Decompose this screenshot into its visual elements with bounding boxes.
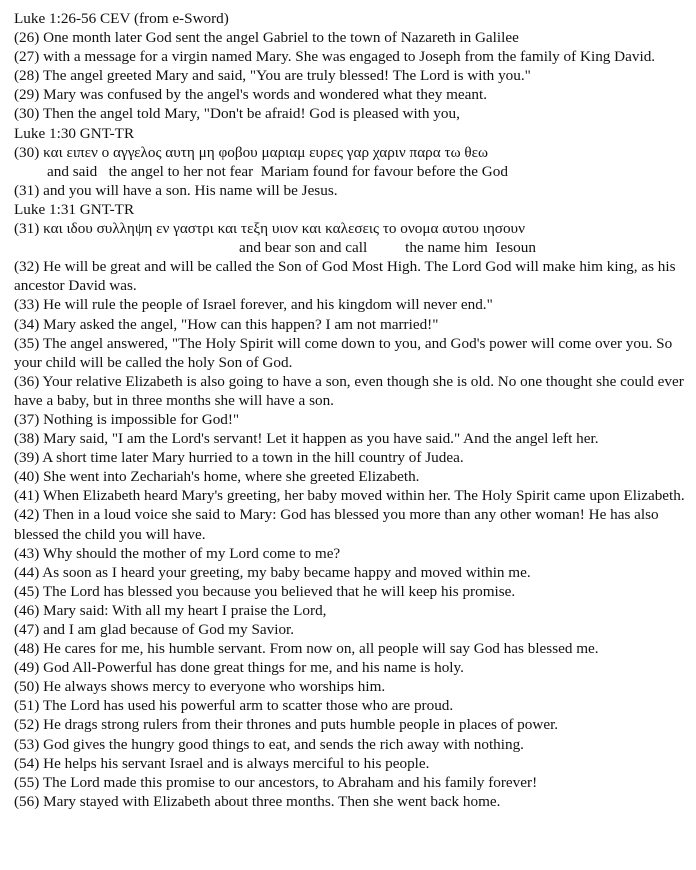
verse-30: (30) Then the angel told Mary, "Don't be afraid! God is pleased with you, [14,105,460,123]
verse-29: (29) Mary was confused by the angel's words and wondered what they meant. [14,86,487,104]
verse-56: (56) Mary stayed with Elizabeth about three months. Then she went back home. [14,792,501,810]
verse-40: (40) She went into Zechariah's home, where she greeted Elizabeth. [14,468,420,486]
verse-41: (41) When Elizabeth heard Mary's greeting, her baby moved within her. The Holy Spirit came upon Elizabeth. [14,487,685,505]
verse-31: (31) and you will have a son. His name will be Jesus. [14,181,338,199]
verse-45: (45) The Lord has blessed you because you believed that he will keep his promise. [14,582,516,600]
interlinear-gloss-31: and bear son and call the name him Iesoun [239,239,536,257]
verse-50: (50) He always shows mercy to everyone who worships him. [14,678,386,696]
verse-51: (51) The Lord has used his powerful arm to scatter those who are proud. [14,697,454,715]
greek-reference-heading: Luke 1:31 GNT-TR [14,200,135,218]
verse-39: (39) A short time later Mary hurried to a town in the hill country of Judea. [14,449,464,467]
verse-52: (52) He drags strong rulers from their thrones and puts humble people in places of power. [14,716,559,734]
verse-26: (26) One month later God sent the angel Gabriel to the town of Nazareth in Galilee [14,29,519,47]
verse-36: (36) Your relative Elizabeth is also going to have a son, even though she is old. No one thought she could ever have a baby, but in three months she will have a son. [14,372,684,409]
verse-42: (42) Then in a loud voice she said to Mary: God has blessed you more than any other woman! He has also blessed the child you will have. [14,506,659,543]
verse-49: (49) God All-Powerful has done great things for me, and his name is holy. [14,659,464,677]
verse-46: (46) Mary said: With all my heart I praise the Lord, [14,601,327,619]
document-body [14,9,686,811]
verse-35: (35) The angel answered, "The Holy Spirit will come down to you, and God's power will come over you. So your child will be called the holy Son of God. [14,334,673,371]
verse-37: (37) Nothing is impossible for God!" [14,410,240,428]
verse-44: (44) As soon as I heard your greeting, my baby became happy and moved within me. [14,563,531,581]
verse-47: (47) and I am glad because of God my Savior. [14,621,295,638]
greek-reference-heading: Luke 1:30 GNT-TR [14,124,135,142]
verse-28: (28) The angel greeted Mary and said, "You are truly blessed! The Lord is with you." [14,67,531,85]
verse-54: (54) He helps his servant Israel and is always merciful to his people. [14,754,430,772]
verse-34: (34) Mary asked the angel, "How can this happen? I am not married!" [14,315,439,333]
verse-53: (53) God gives the hungry good things to eat, and sends the rich away with nothing. [14,735,524,753]
passage-heading: Luke 1:26-56 CEV (from e-Sword) [14,10,229,27]
verse-38: (38) Mary said, "I am the Lord's servant! Let it happen as you have said." And the angel left her. [14,430,599,448]
verse-55: (55) The Lord made this promise to our ancestors, to Abraham and his family forever! [14,773,538,791]
interlinear-gloss-30: and said the angel to her not fear Mariam found for favour before the God [47,162,508,180]
verse-43: (43) Why should the mother of my Lord come to me? [14,544,341,562]
verse-48: (48) He cares for me, his humble servant. From now on, all people will say God has blessed me. [14,640,599,658]
verse-33: (33) He will rule the people of Israel forever, and his kingdom will never end." [14,296,493,314]
verse-32: (32) He will be great and will be called the Son of God Most High. The Lord God will make him king, as his ancestor David was. [14,258,676,295]
verse-27: (27) with a message for a virgin named Mary. She was engaged to Joseph from the family of King David. [14,48,656,66]
greek-verse-30: (30) και ειπεν ο αγγελος αυτη μη φοβου μαριαμ ευρες γαρ χαριν παρα τω θεω [14,143,489,161]
greek-verse-31: (31) και ιδου συλληψη εν γαστρι και τεξη υιον και καλεσεις το ονομα αυτου ιησουν [14,220,525,238]
